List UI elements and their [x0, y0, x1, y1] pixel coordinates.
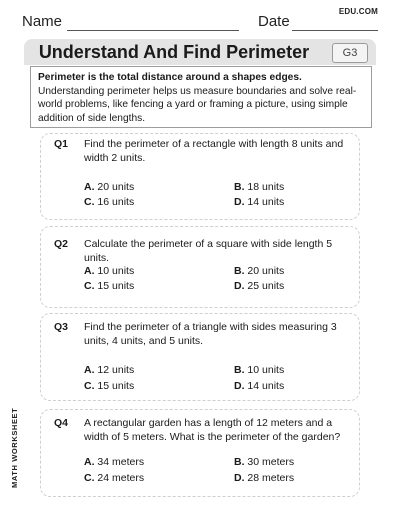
option-d[interactable]: D. 14 units: [234, 380, 285, 392]
option-b[interactable]: B. 30 meters: [234, 456, 295, 468]
option-b[interactable]: B. 20 units: [234, 265, 285, 277]
side-label: MATH WORKSHEET: [10, 407, 19, 488]
option-c[interactable]: C. 15 units: [84, 280, 135, 292]
intro-definition: Perimeter is the total distance around a shapes edges.: [38, 72, 302, 83]
question-text: Find the perimeter of a triangle with sides measuring 3 units, 4 units, and 5 units.: [84, 321, 337, 347]
question-number: Q3: [54, 321, 69, 333]
intro-explanation: Understanding perimeter helps us measure boundaries and solve real-world problems, like fencing a yard or framing a picture, using simple addition of side lengths.: [38, 85, 357, 124]
question-card-q3: [40, 313, 360, 401]
option-c[interactable]: C. 16 units: [84, 196, 135, 208]
question-card-q4: [40, 409, 360, 497]
question-number: Q1: [54, 138, 69, 150]
page-title: Understand And Find Perimeter: [38, 42, 310, 62]
option-c[interactable]: C. 15 units: [84, 380, 135, 392]
option-b[interactable]: B. 18 units: [234, 181, 285, 193]
question-text: A rectangular garden has a length of 12 meters and a width of 5 meters. What is the perimeter of the garden?: [84, 417, 341, 443]
option-b[interactable]: B. 10 units: [234, 364, 285, 376]
date-label: Date: [258, 13, 290, 30]
question-card-q2: [40, 226, 360, 308]
option-d[interactable]: D. 28 meters: [234, 472, 295, 484]
option-d[interactable]: D. 25 units: [234, 280, 285, 292]
question-number: Q2: [54, 238, 69, 250]
name-line[interactable]: [67, 30, 239, 31]
intro-box: [30, 66, 372, 128]
option-a[interactable]: A. 12 units: [84, 364, 135, 376]
title-bar: [24, 39, 376, 65]
question-text: Find the perimeter of a rectangle with length 8 units and width 2 units.: [84, 138, 344, 164]
brand-logo: EDU.COM: [338, 7, 378, 16]
option-a[interactable]: A. 20 units: [84, 181, 135, 193]
intro-text: [38, 71, 364, 125]
option-a[interactable]: A. 10 units: [84, 265, 135, 277]
grade-badge: G3: [332, 43, 368, 63]
option-d[interactable]: D. 14 units: [234, 196, 285, 208]
option-a[interactable]: A. 34 meters: [84, 456, 145, 468]
name-label: Name: [22, 13, 63, 30]
question-text: Calculate the perimeter of a square with side length 5 units.: [84, 238, 333, 264]
date-line[interactable]: [292, 30, 378, 31]
question-card-q1: [40, 133, 360, 220]
option-c[interactable]: C. 24 meters: [84, 472, 145, 484]
question-number: Q4: [54, 417, 69, 429]
